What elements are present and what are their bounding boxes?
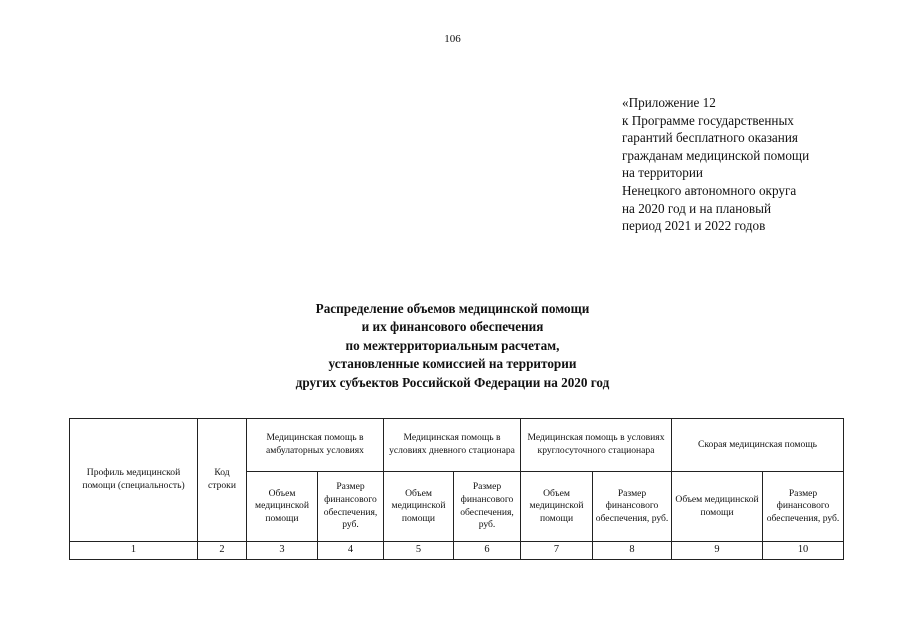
column-number: 7 [521,542,593,560]
appendix-line: гражданам медицинской помощи [622,147,810,163]
appendix-line: на 2020 год и на плановый [622,200,772,216]
appendix-line: Ненецкого автономного округа [622,182,797,198]
column-number: 3 [247,542,318,560]
header-profile: Профиль медицинской помощи (специальность) [70,419,198,542]
header-group-inpatient: Медицинская помощь в условиях круглосуточного стационара [521,419,672,472]
column-number: 9 [672,542,763,560]
header-group-day-hospital: Медицинская помощь в условиях дневного стационара [384,419,521,472]
column-number: 10 [763,542,844,560]
column-number: 5 [384,542,454,560]
header-amount: Размер финансового обеспечения, руб. [454,472,521,542]
column-number-row [70,542,844,560]
column-number: 8 [593,542,672,560]
header-volume: Объем медицинской помощи [247,472,318,542]
header-amount: Размер финансового обеспечения, руб. [763,472,844,542]
appendix-line: «Приложение 12 [622,95,716,110]
column-number: 6 [454,542,521,560]
title-line: и их финансового обеспечения [361,319,544,335]
header-volume: Объем медицинской помощи [672,472,763,542]
header-group-ambulance: Скорая медицинская помощь [672,419,844,472]
document-title [0,300,905,392]
header-volume: Объем медицинской помощи [521,472,593,542]
header-code: Код строки [198,419,247,542]
distribution-table [69,418,844,560]
title-line: по межтерриториальным расчетам, [345,337,560,353]
header-volume: Объем медицинской помощи [384,472,454,542]
appendix-note [622,94,892,235]
appendix-line: к Программе государственных [622,112,794,128]
column-number: 1 [70,542,198,560]
title-line: других субъектов Российской Федерации на 2020 год [295,374,610,390]
header-amount: Размер финансового обеспечения, руб. [593,472,672,542]
appendix-line: период 2021 и 2022 годов [622,218,766,234]
column-number: 4 [318,542,384,560]
header-group-outpatient: Медицинская помощь в амбулаторных условиях [247,419,384,472]
title-line: установленные комиссией на территории [328,356,577,372]
appendix-line: гарантий бесплатного оказания [622,130,798,146]
column-number: 2 [198,542,247,560]
header-amount: Размер финансового обеспечения, руб. [318,472,384,542]
page-number: 106 [444,33,461,45]
title-line: Распределение объемов медицинской помощи [315,301,590,316]
header-row-groups [70,419,844,472]
appendix-line: на территории [622,165,703,181]
